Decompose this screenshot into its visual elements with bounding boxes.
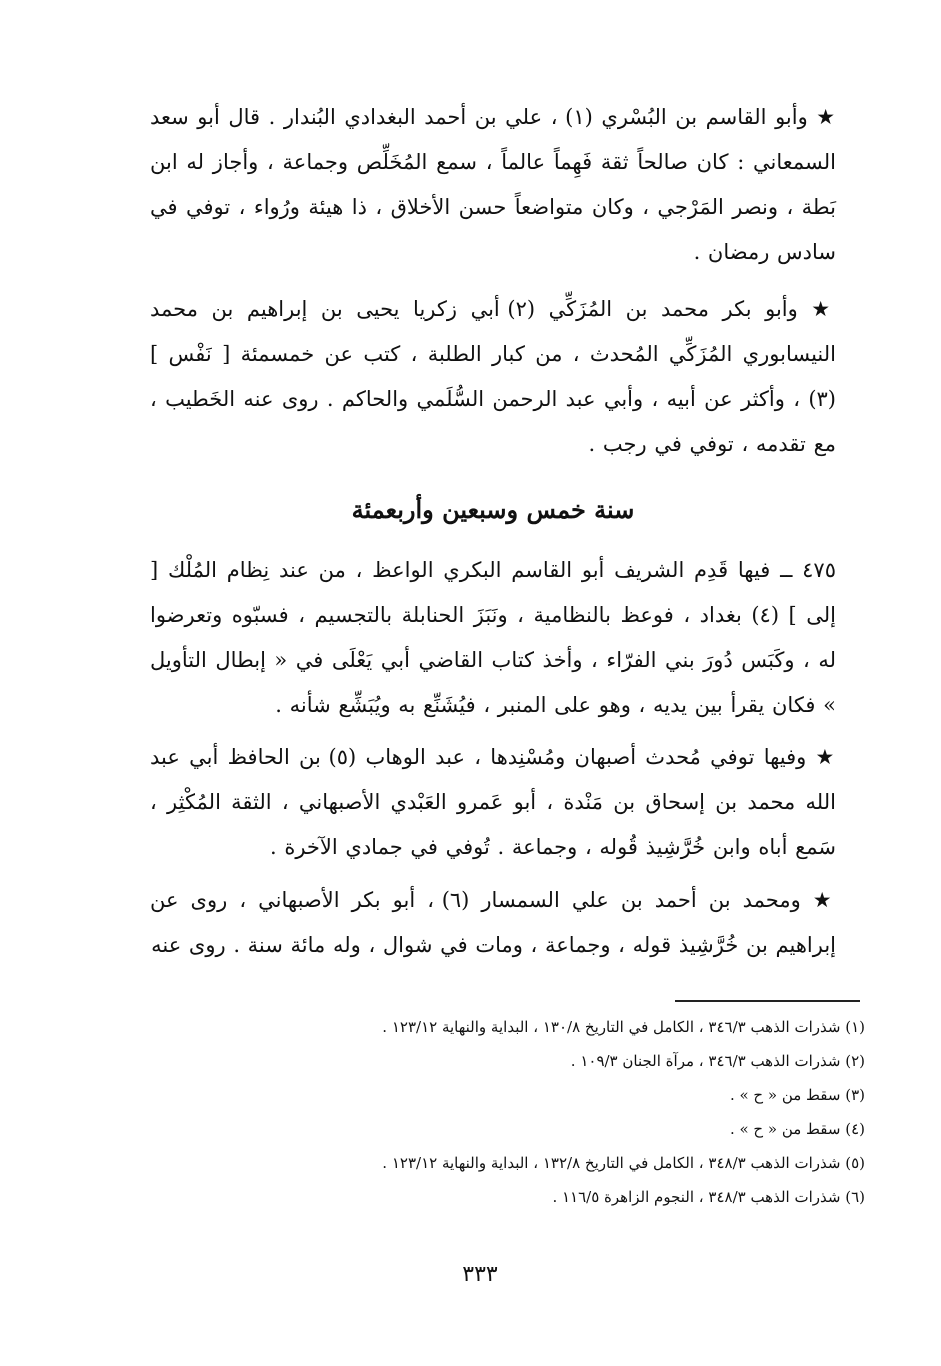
footnote: (٣) سقط من « ح » . — [729, 1086, 865, 1104]
footnote-divider — [675, 1000, 860, 1002]
year-heading: سنة خمس وسبعين وأربعمئة — [351, 495, 635, 524]
entry-paragraph: ★ ومحمد بن أحمد بن علي السمسار (٦) ، أبو بكر الأصبهاني ، روى عن إبراهيم بن خُرَّشِيذ قوله ، وجماعة ، ومات في شوال ، وله مائة سنة . روى عنه — [150, 888, 836, 957]
footnotes — [140, 1010, 865, 1214]
page-number: ٣٣٣ — [462, 1262, 498, 1287]
entry-paragraph: ٤٧٥ ــ فيها قَدِم الشريف أبو القاسم البكري الواعظ ، من عند نِظام المُلْك [ إلى ] (٤) بغداد ، فوعظ بالنظامية ، ونَبَزَ الحنابلة بالتجسيم ، فسبّوه وتعرضوا له ، وكَبَس دُورَ بني الفرّاء ، وأخذ كتاب القاضي أبي يَعْلَى في « إبطال التأويل » فكان يقرأ بين يديه ، وهو على المنبر ، فيُشَنِّع به ويُبَشِّع شأنه . — [150, 558, 837, 717]
footnote: (٦) شذرات الذهب ٣٤٨/٣ ، النجوم الزاهرة ١١٦/٥ . — [552, 1188, 865, 1206]
footnote: (٢) شذرات الذهب ٣٤٦/٣ ، مرآة الجنان ١٠٩/٣ . — [570, 1052, 865, 1070]
footnote: (٤) سقط من « ح » . — [729, 1120, 865, 1138]
entry-paragraph: ★ وفيها توفي مُحدث أصبهان ومُسْنِدها ، عبد الوهاب (٥) بن الحافظ أبي عبد الله محمد بن إسحاق بن مَنْدة ، أبو عَمرو العَبْدي الأصبهاني ، الثقة المُكْثِر ، سَمع أباه وابن خُرَّشِيذ قُوله ، وجماعة . تُوفي في جمادي الآخرة . — [150, 745, 836, 859]
footnote: (٥) شذرات الذهب ٣٤٨/٣ ، الكامل في التاريخ ١٣٢/٨ ، البداية والنهاية ١٢٣/١٢ . — [382, 1154, 865, 1172]
entry-paragraph: ★ وأبو القاسم بن البُسْري (١) ، علي بن أحمد البغدادي البُندار . قال أبو سعد السمعاني : كان صالحاً ثقة فَهِماً عالماً ، سمع المُخَلِّص وجماعة ، وأجاز له ابن بَطة ، ونصر المَرْجي ، وكان متواضعاً حسن الأخلاق ، ذا هيئة ورُواء ، توفي في سادس رمضان . — [150, 105, 836, 264]
footnote: (١) شذرات الذهب ٣٤٦/٣ ، الكامل في التاريخ ١٣٠/٨ ، البداية والنهاية ١٢٣/١٢ . — [382, 1018, 865, 1036]
entry-paragraph: ★ وأبو بكر محمد بن المُزَكِّي (٢) أبي زكريا يحيى بن إبراهيم بن محمد النيسابوري المُزَكِّي المُحدث ، من كبار الطلبة ، كتب عن خمسمئة [ نَفْس ] (٣) ، وأكثر عن أبيه ، وأبي عبد الرحمن السُّلَمي والحاكم . روى عنه الخَطيب ، مع تقدمه ، توفي في رجب . — [150, 297, 836, 456]
